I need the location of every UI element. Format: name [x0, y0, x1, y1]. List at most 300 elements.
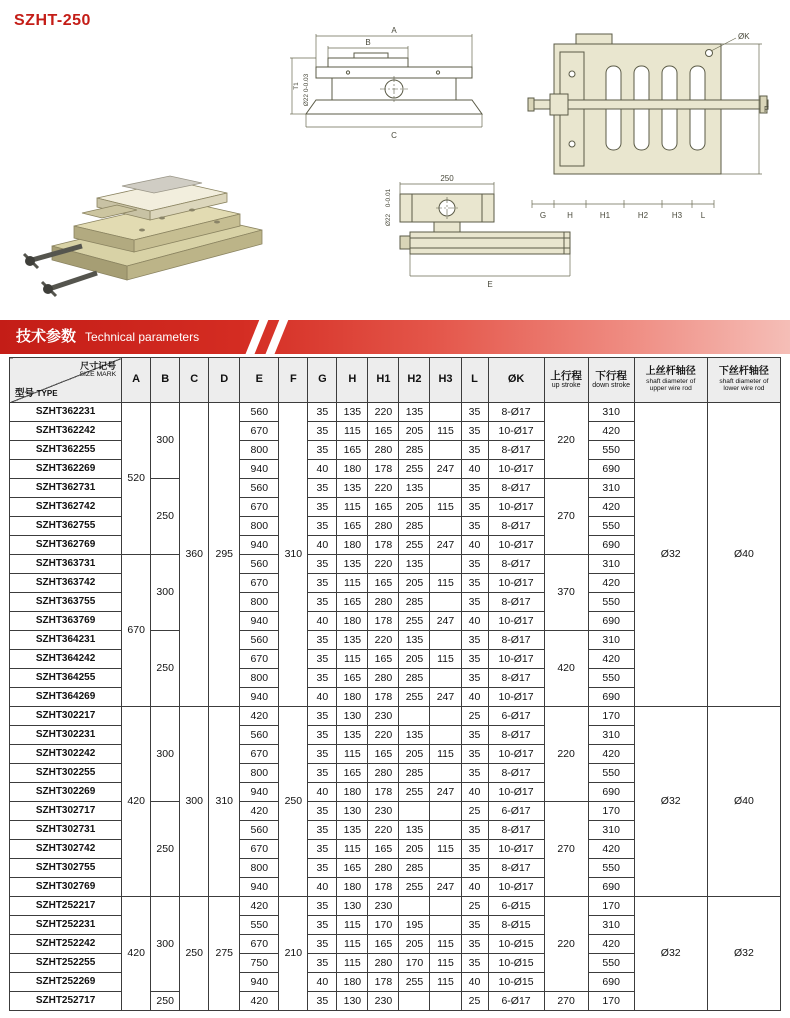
value-cell: 255 [399, 973, 430, 992]
value-cell: 130 [337, 897, 368, 916]
value-cell: 420 [544, 631, 588, 707]
value-cell: 10-Ø17 [488, 536, 544, 555]
model-cell: SZHT302231 [10, 726, 122, 745]
value-cell: 178 [368, 536, 399, 555]
value-cell: 205 [399, 422, 430, 441]
value-cell: 35 [308, 517, 337, 536]
value-cell [430, 593, 461, 612]
value-cell: 8-Ø17 [488, 555, 544, 574]
dim-label-g: G [539, 211, 547, 220]
value-cell: 35 [461, 517, 488, 536]
value-cell: Ø40 [707, 403, 780, 707]
value-cell: 40 [308, 783, 337, 802]
dim-label-h2: H2 [637, 211, 649, 220]
value-cell [430, 726, 461, 745]
value-cell: 10-Ø17 [488, 422, 544, 441]
model-cell: SZHT362731 [10, 479, 122, 498]
value-cell: Ø32 [634, 897, 707, 1011]
value-cell: 255 [399, 460, 430, 479]
header-col-l: L [461, 358, 488, 403]
value-cell: 35 [308, 498, 337, 517]
value-cell: 210 [279, 897, 308, 1011]
value-cell: 115 [337, 745, 368, 764]
value-cell: 8-Ø17 [488, 859, 544, 878]
value-cell: 247 [430, 460, 461, 479]
value-cell: 115 [337, 574, 368, 593]
drawing-area [0, 0, 790, 318]
value-cell: 10-Ø17 [488, 688, 544, 707]
value-cell: 135 [399, 555, 430, 574]
value-cell: 35 [308, 403, 337, 422]
dim-label-ok: ØK [738, 32, 750, 41]
value-cell: 255 [399, 688, 430, 707]
value-cell: 165 [368, 935, 399, 954]
value-cell: 420 [588, 935, 634, 954]
value-cell: 310 [588, 403, 634, 422]
value-cell: 115 [430, 422, 461, 441]
value-cell: 10-Ø15 [488, 935, 544, 954]
header-col-h1: H1 [368, 358, 399, 403]
value-cell: 800 [240, 441, 279, 460]
value-cell: 25 [461, 897, 488, 916]
value-cell: 205 [399, 935, 430, 954]
banner-stripe [262, 320, 290, 354]
value-cell: 40 [308, 878, 337, 897]
value-cell: 40 [308, 536, 337, 555]
value-cell: 35 [308, 669, 337, 688]
value-cell: 10-Ø17 [488, 783, 544, 802]
value-cell: 165 [337, 593, 368, 612]
value-cell: 130 [337, 992, 368, 1011]
value-cell: 285 [399, 669, 430, 688]
value-cell [430, 802, 461, 821]
value-cell: 800 [240, 669, 279, 688]
value-cell: 115 [337, 422, 368, 441]
value-cell: 420 [588, 574, 634, 593]
value-cell: 300 [151, 897, 180, 992]
dim-label-a: A [391, 26, 397, 35]
value-cell: 165 [337, 764, 368, 783]
value-cell: 310 [588, 726, 634, 745]
header-col-h3: H3 [430, 358, 461, 403]
value-cell: 285 [399, 593, 430, 612]
value-cell: 35 [461, 479, 488, 498]
value-cell: 35 [308, 422, 337, 441]
dim-label-bore-bottom: Ø22 [385, 213, 392, 227]
page-title: SZHT-250 [14, 12, 91, 29]
value-cell: 165 [337, 517, 368, 536]
value-cell: 40 [308, 688, 337, 707]
dim-label-b: B [365, 38, 371, 47]
spec-table-body [10, 403, 781, 1011]
value-cell: 230 [368, 802, 399, 821]
table-row [10, 897, 781, 916]
value-cell: 420 [588, 745, 634, 764]
value-cell: 550 [588, 764, 634, 783]
value-cell: 135 [337, 631, 368, 650]
value-cell: 35 [461, 650, 488, 669]
header-col-b: B [151, 358, 180, 403]
value-cell: 135 [337, 821, 368, 840]
value-cell: 220 [368, 821, 399, 840]
value-cell: 420 [588, 840, 634, 859]
value-cell: 250 [151, 802, 180, 897]
value-cell: 40 [461, 688, 488, 707]
table-header-row [10, 358, 781, 403]
header-col-c: C [180, 358, 209, 403]
value-cell: 300 [151, 555, 180, 631]
value-cell: 180 [337, 688, 368, 707]
value-cell: 420 [122, 897, 151, 1011]
value-cell: 940 [240, 783, 279, 802]
value-cell: 170 [588, 802, 634, 821]
value-cell: 180 [337, 878, 368, 897]
value-cell: 670 [240, 650, 279, 669]
value-cell [430, 821, 461, 840]
dim-label-tolerance: 0-0.01 [385, 188, 392, 208]
dim-label-h1: H1 [599, 211, 611, 220]
model-cell: SZHT362255 [10, 441, 122, 460]
value-cell: 420 [588, 498, 634, 517]
value-cell: 420 [240, 897, 279, 916]
model-cell: SZHT302769 [10, 878, 122, 897]
value-cell: 40 [308, 973, 337, 992]
value-cell: 550 [588, 954, 634, 973]
value-cell [430, 897, 461, 916]
value-cell: 10-Ø17 [488, 574, 544, 593]
value-cell: 205 [399, 498, 430, 517]
value-cell: 135 [399, 631, 430, 650]
value-cell [430, 441, 461, 460]
value-cell: 670 [240, 745, 279, 764]
value-cell: 195 [399, 916, 430, 935]
value-cell: 255 [399, 612, 430, 631]
value-cell: 115 [337, 650, 368, 669]
value-cell: 10-Ø17 [488, 460, 544, 479]
value-cell: 285 [399, 764, 430, 783]
value-cell: 250 [279, 707, 308, 897]
value-cell: 10-Ø15 [488, 973, 544, 992]
value-cell: 285 [399, 517, 430, 536]
value-cell: 178 [368, 878, 399, 897]
value-cell: 115 [337, 916, 368, 935]
value-cell: 35 [308, 897, 337, 916]
value-cell: 165 [368, 840, 399, 859]
header-col-h2: H2 [399, 358, 430, 403]
model-cell: SZHT302742 [10, 840, 122, 859]
table-row [10, 707, 781, 726]
value-cell: Ø32 [634, 403, 707, 707]
model-cell: SZHT362742 [10, 498, 122, 517]
value-cell: 690 [588, 783, 634, 802]
value-cell: 550 [588, 593, 634, 612]
value-cell: 35 [461, 669, 488, 688]
value-cell: 8-Ø17 [488, 403, 544, 422]
value-cell: 135 [399, 821, 430, 840]
value-cell: 310 [588, 916, 634, 935]
value-cell: 115 [430, 745, 461, 764]
value-cell: 35 [461, 764, 488, 783]
value-cell: 35 [308, 593, 337, 612]
value-cell: 35 [308, 574, 337, 593]
value-cell: 130 [337, 707, 368, 726]
value-cell: 178 [368, 973, 399, 992]
value-cell [430, 764, 461, 783]
banner-title-zh: 技术参数 [16, 328, 77, 345]
value-cell: 40 [308, 460, 337, 479]
value-cell: 165 [337, 859, 368, 878]
value-cell [430, 403, 461, 422]
spec-table [9, 357, 781, 1011]
value-cell: 285 [399, 859, 430, 878]
value-cell: 135 [399, 479, 430, 498]
header-col-a: A [122, 358, 151, 403]
header-upper-shaft: 上丝杆轴径 shaft diameter of upper wire rod [634, 358, 707, 403]
value-cell: 170 [368, 916, 399, 935]
header-col-f: F [279, 358, 308, 403]
model-cell: SZHT362769 [10, 536, 122, 555]
value-cell: 165 [337, 441, 368, 460]
value-cell: 35 [461, 916, 488, 935]
value-cell: 670 [240, 498, 279, 517]
model-cell: SZHT252269 [10, 973, 122, 992]
value-cell: 8-Ø17 [488, 726, 544, 745]
value-cell: 40 [308, 612, 337, 631]
value-cell: 220 [368, 479, 399, 498]
value-cell: 130 [337, 802, 368, 821]
value-cell: 180 [337, 612, 368, 631]
value-cell: 170 [399, 954, 430, 973]
model-cell: SZHT302731 [10, 821, 122, 840]
value-cell: 270 [544, 479, 588, 555]
model-cell: SZHT363731 [10, 555, 122, 574]
value-cell: 670 [122, 555, 151, 707]
value-cell: 560 [240, 403, 279, 422]
value-cell: 940 [240, 612, 279, 631]
value-cell: 800 [240, 764, 279, 783]
model-cell: SZHT252255 [10, 954, 122, 973]
value-cell: 35 [461, 441, 488, 460]
value-cell: 370 [544, 555, 588, 631]
value-cell: 230 [368, 897, 399, 916]
value-cell: 247 [430, 612, 461, 631]
value-cell: 35 [461, 422, 488, 441]
value-cell: 35 [461, 821, 488, 840]
banner-title-en: Technical parameters [85, 330, 200, 344]
value-cell: 35 [461, 954, 488, 973]
value-cell: 135 [337, 555, 368, 574]
value-cell: 8-Ø17 [488, 593, 544, 612]
value-cell: 300 [180, 707, 209, 897]
model-cell: SZHT252242 [10, 935, 122, 954]
value-cell: 25 [461, 707, 488, 726]
value-cell: 25 [461, 992, 488, 1011]
dim-label-f: F [764, 105, 769, 114]
value-cell: 360 [180, 403, 209, 707]
isometric-product-image [22, 118, 287, 310]
section-banner [0, 320, 790, 354]
value-cell: 8-Ø17 [488, 631, 544, 650]
value-cell: 800 [240, 593, 279, 612]
value-cell: 255 [399, 878, 430, 897]
value-cell: 310 [588, 479, 634, 498]
value-cell: 35 [308, 707, 337, 726]
value-cell: 135 [337, 403, 368, 422]
model-cell: SZHT363742 [10, 574, 122, 593]
header-lower-shaft: 下丝杆轴径 shaft diameter of lower wire rod [707, 358, 780, 403]
header-up-stroke: 上行程 up stroke [544, 358, 588, 403]
value-cell: 270 [544, 992, 588, 1011]
value-cell: 180 [337, 973, 368, 992]
value-cell: 220 [368, 631, 399, 650]
model-cell: SZHT363755 [10, 593, 122, 612]
value-cell: 180 [337, 460, 368, 479]
value-cell: 247 [430, 878, 461, 897]
model-cell: SZHT364269 [10, 688, 122, 707]
value-cell: 115 [430, 574, 461, 593]
value-cell: 560 [240, 555, 279, 574]
value-cell: 35 [308, 745, 337, 764]
front-view-drawing [288, 24, 506, 172]
value-cell: 310 [588, 821, 634, 840]
dim-label-bore-front: Ø22 0-0.03 [303, 73, 310, 107]
value-cell [399, 897, 430, 916]
dim-label-l: L [700, 211, 706, 220]
value-cell: 35 [308, 821, 337, 840]
value-cell: 115 [337, 935, 368, 954]
value-cell: 280 [368, 593, 399, 612]
value-cell [399, 802, 430, 821]
model-cell: SZHT363769 [10, 612, 122, 631]
value-cell: 520 [122, 403, 151, 555]
value-cell [430, 707, 461, 726]
model-cell: SZHT364242 [10, 650, 122, 669]
value-cell: 220 [368, 403, 399, 422]
value-cell: 940 [240, 688, 279, 707]
model-cell: SZHT252717 [10, 992, 122, 1011]
value-cell: 940 [240, 878, 279, 897]
value-cell: 10-Ø17 [488, 498, 544, 517]
value-cell: 115 [430, 498, 461, 517]
value-cell: 6-Ø17 [488, 707, 544, 726]
value-cell: 690 [588, 612, 634, 631]
value-cell: 35 [461, 726, 488, 745]
value-cell: 115 [337, 498, 368, 517]
value-cell: 35 [308, 992, 337, 1011]
value-cell: 178 [368, 783, 399, 802]
value-cell [430, 992, 461, 1011]
value-cell: 35 [461, 555, 488, 574]
value-cell: 250 [151, 992, 180, 1011]
value-cell: 295 [209, 403, 240, 707]
value-cell: 115 [337, 840, 368, 859]
value-cell: 420 [240, 992, 279, 1011]
value-cell: 35 [308, 441, 337, 460]
value-cell: 690 [588, 973, 634, 992]
bottom-view-drawing [382, 174, 580, 312]
value-cell: 690 [588, 688, 634, 707]
value-cell: 165 [368, 422, 399, 441]
value-cell: 35 [461, 498, 488, 517]
value-cell: 35 [308, 935, 337, 954]
model-cell: SZHT302717 [10, 802, 122, 821]
table-row [10, 403, 781, 422]
value-cell: Ø40 [707, 707, 780, 897]
value-cell: 8-Ø17 [488, 517, 544, 536]
value-cell: 35 [461, 840, 488, 859]
value-cell: 300 [151, 403, 180, 479]
value-cell: 35 [308, 726, 337, 745]
value-cell: 230 [368, 707, 399, 726]
value-cell: 10-Ø17 [488, 650, 544, 669]
value-cell: 560 [240, 631, 279, 650]
value-cell: 35 [461, 745, 488, 764]
value-cell: 180 [337, 783, 368, 802]
value-cell: 247 [430, 536, 461, 555]
value-cell: 35 [308, 916, 337, 935]
value-cell: 35 [308, 631, 337, 650]
value-cell: 550 [588, 669, 634, 688]
dim-label-e: E [487, 280, 493, 289]
header-size-mark-type: 尺寸记号 SIZE MARK 型号 TYPE [10, 358, 122, 403]
value-cell: 250 [180, 897, 209, 1011]
value-cell: 40 [461, 973, 488, 992]
value-cell: 220 [368, 555, 399, 574]
value-cell: 220 [544, 403, 588, 479]
value-cell: 165 [368, 650, 399, 669]
value-cell: 6-Ø15 [488, 897, 544, 916]
header-col-h: H [337, 358, 368, 403]
value-cell: 280 [368, 441, 399, 460]
value-cell: 300 [151, 707, 180, 802]
model-cell: SZHT362242 [10, 422, 122, 441]
value-cell: 8-Ø17 [488, 821, 544, 840]
value-cell: 135 [399, 726, 430, 745]
value-cell: 10-Ø17 [488, 840, 544, 859]
value-cell: 35 [308, 650, 337, 669]
value-cell: 170 [588, 992, 634, 1011]
value-cell: 205 [399, 574, 430, 593]
value-cell: 10-Ø17 [488, 745, 544, 764]
value-cell: 6-Ø17 [488, 992, 544, 1011]
value-cell: 940 [240, 536, 279, 555]
value-cell: 180 [337, 536, 368, 555]
model-cell: SZHT364231 [10, 631, 122, 650]
dim-label-h3: H3 [671, 211, 683, 220]
value-cell: 270 [544, 802, 588, 897]
value-cell: Ø32 [634, 707, 707, 897]
value-cell: 247 [430, 783, 461, 802]
header-down-stroke: 下行程 down stroke [588, 358, 634, 403]
value-cell [430, 859, 461, 878]
value-cell: 35 [461, 593, 488, 612]
value-cell: 178 [368, 688, 399, 707]
value-cell: 165 [337, 669, 368, 688]
value-cell: 670 [240, 574, 279, 593]
value-cell: 40 [461, 536, 488, 555]
value-cell: 205 [399, 650, 430, 669]
value-cell: 310 [588, 631, 634, 650]
value-cell: 170 [588, 897, 634, 916]
model-cell: SZHT302217 [10, 707, 122, 726]
value-cell: 560 [240, 479, 279, 498]
value-cell: 10-Ø17 [488, 612, 544, 631]
value-cell: 750 [240, 954, 279, 973]
model-cell: SZHT252217 [10, 897, 122, 916]
value-cell [430, 517, 461, 536]
value-cell: 10-Ø17 [488, 878, 544, 897]
value-cell: 35 [461, 859, 488, 878]
